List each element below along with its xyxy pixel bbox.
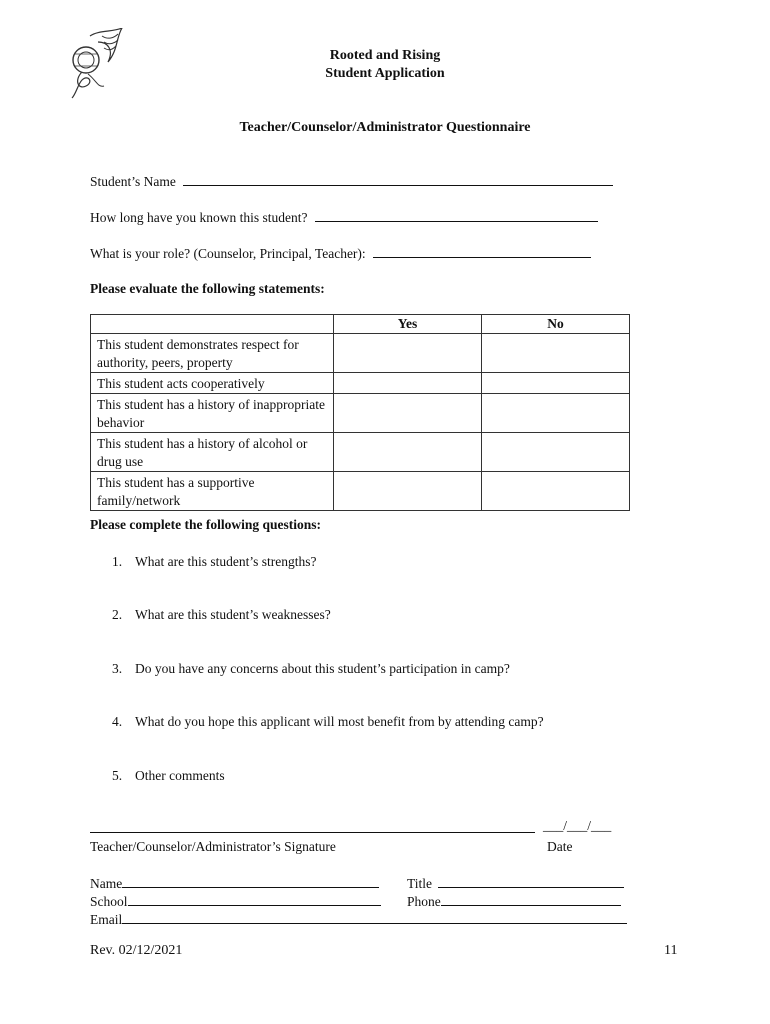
question-item xyxy=(112,554,316,570)
revision-date: Rev. 02/12/2021 xyxy=(90,943,183,958)
table-row xyxy=(91,334,630,373)
phone-field xyxy=(407,893,621,910)
question-number: 4. xyxy=(112,714,123,729)
table-row xyxy=(91,472,630,511)
statement-cell: This student demonstrates respect for authority, peers, property xyxy=(91,334,334,373)
known-duration-field xyxy=(90,209,598,226)
questions-heading: Please complete the following questions: xyxy=(90,517,321,532)
signature-line[interactable] xyxy=(90,832,535,833)
question-item xyxy=(112,768,225,784)
application-title: Rooted and Rising xyxy=(329,48,441,63)
school-field xyxy=(90,893,381,910)
statement-cell: This student has a history of inappropriate behavior xyxy=(91,394,334,433)
email-blank[interactable] xyxy=(122,911,627,924)
phone-label: Phone xyxy=(407,894,441,909)
name-label: Name xyxy=(90,876,123,891)
evaluate-heading: Please evaluate the following statements: xyxy=(90,281,325,296)
question-number: 2. xyxy=(112,607,123,622)
question-item xyxy=(112,661,510,677)
rooted-and-rising-logo xyxy=(68,28,126,100)
yes-column-header: Yes xyxy=(334,315,482,334)
student-name-field xyxy=(90,173,613,190)
question-number: 3. xyxy=(112,661,123,676)
question-text: What are this student’s strengths? xyxy=(135,554,317,569)
question-text: What are this student’s weaknesses? xyxy=(135,607,331,622)
email-label: Email xyxy=(90,912,123,927)
date-blank[interactable]: ___/___/___ xyxy=(543,818,612,833)
no-column-header: No xyxy=(482,315,630,334)
known-duration-blank[interactable] xyxy=(315,209,598,222)
title-field xyxy=(407,875,624,892)
email-field xyxy=(90,911,627,928)
signature-label: Teacher/Counselor/Administrator’s Signature xyxy=(90,839,336,854)
question-text: Other comments xyxy=(135,768,225,783)
date-label: Date xyxy=(547,839,573,854)
student-name-label: Student’s Name xyxy=(90,174,176,189)
table-row xyxy=(91,394,630,433)
statement-cell: This student has a supportive family/network xyxy=(91,472,334,511)
evaluation-table xyxy=(90,314,630,511)
school-label: School xyxy=(90,894,128,909)
page-number: 11 xyxy=(664,943,678,958)
yes-cell[interactable] xyxy=(334,472,482,511)
no-cell[interactable] xyxy=(482,373,630,394)
question-number: 5. xyxy=(112,768,123,783)
known-duration-label: How long have you known this student? xyxy=(90,210,308,225)
question-item xyxy=(112,607,331,623)
no-cell[interactable] xyxy=(482,433,630,472)
yes-cell[interactable] xyxy=(334,394,482,433)
question-text: Do you have any concerns about this student’s participation in camp? xyxy=(135,661,510,676)
application-subtitle: Student Application xyxy=(325,66,445,81)
yes-cell[interactable] xyxy=(334,334,482,373)
question-item xyxy=(112,714,544,730)
student-name-blank[interactable] xyxy=(183,173,613,186)
title-label: Title xyxy=(407,876,433,891)
questionnaire-title: Teacher/Counselor/Administrator Questionnaire xyxy=(239,120,531,135)
statement-column-header xyxy=(91,315,334,334)
title-blank[interactable] xyxy=(438,875,624,888)
no-cell[interactable] xyxy=(482,394,630,433)
name-field xyxy=(90,875,379,892)
table-header-row xyxy=(91,315,630,334)
role-blank[interactable] xyxy=(373,245,591,258)
statement-cell: This student acts cooperatively xyxy=(91,373,334,394)
statement-cell: This student has a history of alcohol or drug use xyxy=(91,433,334,472)
role-field xyxy=(90,245,591,262)
name-blank[interactable] xyxy=(122,875,379,888)
table-row xyxy=(91,433,630,472)
table-row xyxy=(91,373,630,394)
yes-cell[interactable] xyxy=(334,433,482,472)
role-label: What is your role? (Counselor, Principal, Teacher): xyxy=(90,246,366,261)
yes-cell[interactable] xyxy=(334,373,482,394)
no-cell[interactable] xyxy=(482,334,630,373)
question-number: 1. xyxy=(112,554,123,569)
no-cell[interactable] xyxy=(482,472,630,511)
question-text: What do you hope this applicant will most benefit from by attending camp? xyxy=(135,714,544,729)
phone-blank[interactable] xyxy=(441,893,621,906)
school-blank[interactable] xyxy=(128,893,381,906)
